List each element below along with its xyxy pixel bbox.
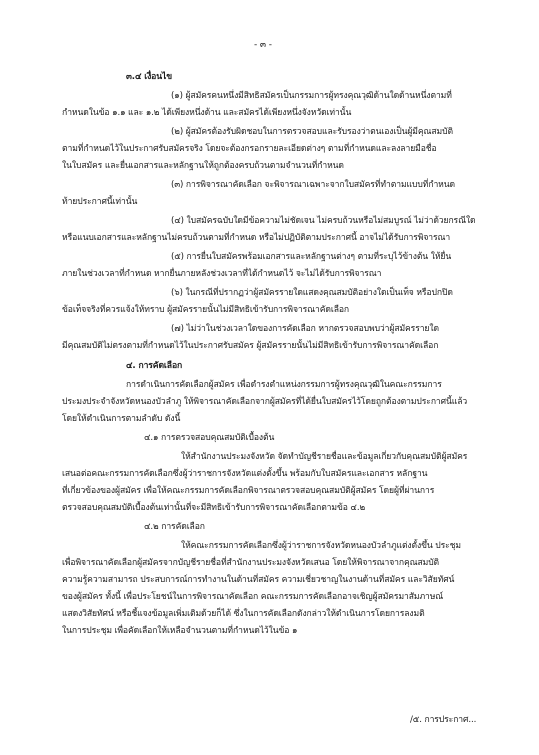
condition-3-line-2: ท้ายประกาศนี้เท่านั้น	[62, 197, 138, 207]
section-4-heading: ๔. การคัดเลือก	[126, 361, 183, 371]
subsection-4-2-line-6: ในการประชุม เพื่อคัดเลือกให้เหลือจำนวนตามที่กำหนดไว้ในข้อ ๑	[62, 626, 298, 636]
condition-5-line-2: ภายในช่วงเวลาที่กำหนด หากยื่นภายหลังช่วงเวลาที่ได้กำหนดไว้ จะไม่ได้รับการพิจารณา	[62, 269, 382, 279]
subsection-4-1-line-3: ที่เกี่ยวข้องของผู้สมัคร เพื่อให้คณะกรรมการคัดเลือกพิจารณาตรวจสอบคุณสมบัติผู้สมัคร โดยผู้ที่ผ่านการ	[62, 486, 435, 496]
subsection-4-2-line-3: ความรู้ความสามารถ ประสบการณ์การทำงานในด้านที่สมัคร ความเชี่ยวชาญในงานด้านที่สมัคร และวิสัยทัศน์	[62, 575, 455, 585]
condition-6-line-2: ข้อเท็จจริงที่ควรแจ้งให้ทราบ ผู้สมัครรายนั้นไม่มีสิทธิเข้ารับการพิจารณาคัดเลือก	[62, 305, 350, 315]
subsection-4-1-line-1: ให้สำนักงานประมงจังหวัด จัดทำบัญชีรายชื่อและข้อมูลเกี่ยวกับคุณสมบัติผู้สมัคร	[181, 452, 468, 462]
condition-6-line-1: (๖) ในกรณีที่ปรากฏว่าผู้สมัครรายใดแสดงคุณสมบัติอย่างใดเป็นเท็จ หรือปกปิด	[171, 288, 453, 298]
condition-4-line-2: หรือแนบเอกสารและหลักฐานไม่ครบถ้วนตามที่กำหนด หรือไม่ปฏิบัติตามประกาศนี้ อาจไม่ได้รับการพิจารณา	[62, 233, 451, 243]
subsection-4-2-heading: ๔.๒ การคัดเลือก	[144, 522, 205, 532]
section-3-4-heading: ๓.๔ เงื่อนไข	[126, 72, 173, 82]
subsection-4-2-line-1: ให้คณะกรรมการคัดเลือกซึ่งผู้ว่าราชการจังหวัดหนองบัวลำภูแต่งตั้งขึ้น ประชุม	[181, 541, 461, 551]
section-4-intro-line-3: โดยให้ดำเนินการตามลำดับ ดังนี้	[62, 414, 181, 424]
continuation-note: /๕. การประกาศ...	[410, 715, 477, 725]
condition-4-line-1: (๔) ใบสมัครฉบับใดมีข้อความไม่ชัดเจน ไม่ครบถ้วนหรือไม่สมบูรณ์ ไม่ว่าด้วยกรณีใด	[171, 216, 476, 226]
section-4-intro-line-2: ประมงประจำจังหวัดหนองบัวลำภู ให้พิจารณาคัดเลือกจากผู้สมัครที่ได้ยื่นใบสมัครไว้โดยถูกต้องตามประกาศนี้แล้ว	[62, 397, 468, 407]
subsection-4-1-heading: ๔.๑ การตรวจสอบคุณสมบัติเบื้องต้น	[144, 433, 275, 443]
subsection-4-2-line-4: ของผู้สมัคร ทั้งนี้ เพื่อประโยชน์ในการพิจารณาคัดเลือก คณะกรรมการคัดเลือกอาจเชิญผู้สมัครมาสัมภาษณ์	[62, 592, 444, 602]
condition-3-line-1: (๓) การพิจารณาคัดเลือก จะพิจารณาเฉพาะจากใบสมัครที่ทำตามแบบที่กำหนด	[171, 180, 455, 190]
condition-7-line-2: มีคุณสมบัติไม่ตรงตามที่กำหนดไว้ในประกาศรับสมัคร ผู้สมัครรายนั้นไม่มีสิทธิเข้ารับการพิจารณาคัดเลือก	[62, 341, 439, 351]
page-number: - ๓ -	[254, 40, 272, 50]
condition-2-line-3: ในใบสมัคร และยื่นเอกสารและหลักฐานให้ถูกต้องครบถ้วนตามจำนวนที่กำหนด	[62, 161, 344, 171]
section-4-intro-line-1: การดำเนินการคัดเลือกผู้สมัคร เพื่อดำรงตำแหน่งกรรมการผู้ทรงคุณวุฒิในคณะกรรมการ	[126, 380, 442, 390]
condition-7-line-1: (๗) ไม่ว่าในช่วงเวลาใดของการคัดเลือก หากตรวจสอบพบว่าผู้สมัครรายใด	[171, 324, 439, 334]
condition-2-line-2: ตามที่กำหนดไว้ในประกาศรับสมัครจริง โดยจะต้องกรอกรายละเอียดต่างๆ ตามที่กำหนดและลงลายมือชื่อ	[62, 144, 437, 154]
subsection-4-2-line-5: แสดงวิสัยทัศน์ หรือชี้แจงข้อมูลเพิ่มเติมด้วยก็ได้ ซึ่งในการคัดเลือกดังกล่าวให้ดำเนินการโดยการลงมติ	[62, 609, 425, 619]
condition-1-line-2: กำหนดในข้อ ๑.๑ และ ๑.๒ ได้เพียงหนึ่งด้าน และสมัครได้เพียงหนึ่งจังหวัดเท่านั้น	[62, 108, 352, 118]
subsection-4-2-line-2: เพื่อพิจารณาคัดเลือกผู้สมัครจากบัญชีรายชื่อที่สำนักงานประมงจังหวัดเสนอ โดยให้พิจารณาจากคุณสมบัติ	[62, 558, 440, 568]
subsection-4-1-line-4: ตรวจสอบคุณสมบัติเบื้องต้นเท่านั้นที่จะมีสิทธิเข้ารับการพิจารณาคัดเลือกตามข้อ ๔.๒	[62, 503, 366, 513]
condition-1-line-1: (๑) ผู้สมัครคนหนึ่งมีสิทธิสมัครเป็นกรรมการผู้ทรงคุณวุฒิด้านใดด้านหนึ่งตามที่	[171, 91, 452, 101]
condition-2-line-1: (๒) ผู้สมัครต้องรับผิดชอบในการตรวจสอบและรับรองว่าตนเองเป็นผู้มีคุณสมบัติ	[171, 127, 453, 137]
condition-5-line-1: (๕) การยื่นใบสมัครพร้อมเอกสารและหลักฐานต่างๆ ตามที่ระบุไว้ข้างต้น ให้ยื่น	[171, 252, 452, 262]
subsection-4-1-line-2: เสนอต่อคณะกรรมการคัดเลือกซึ่งผู้ว่าราชการจังหวัดแต่งตั้งขึ้น พร้อมกับใบสมัครและเอกสาร หลักฐาน	[62, 469, 428, 479]
